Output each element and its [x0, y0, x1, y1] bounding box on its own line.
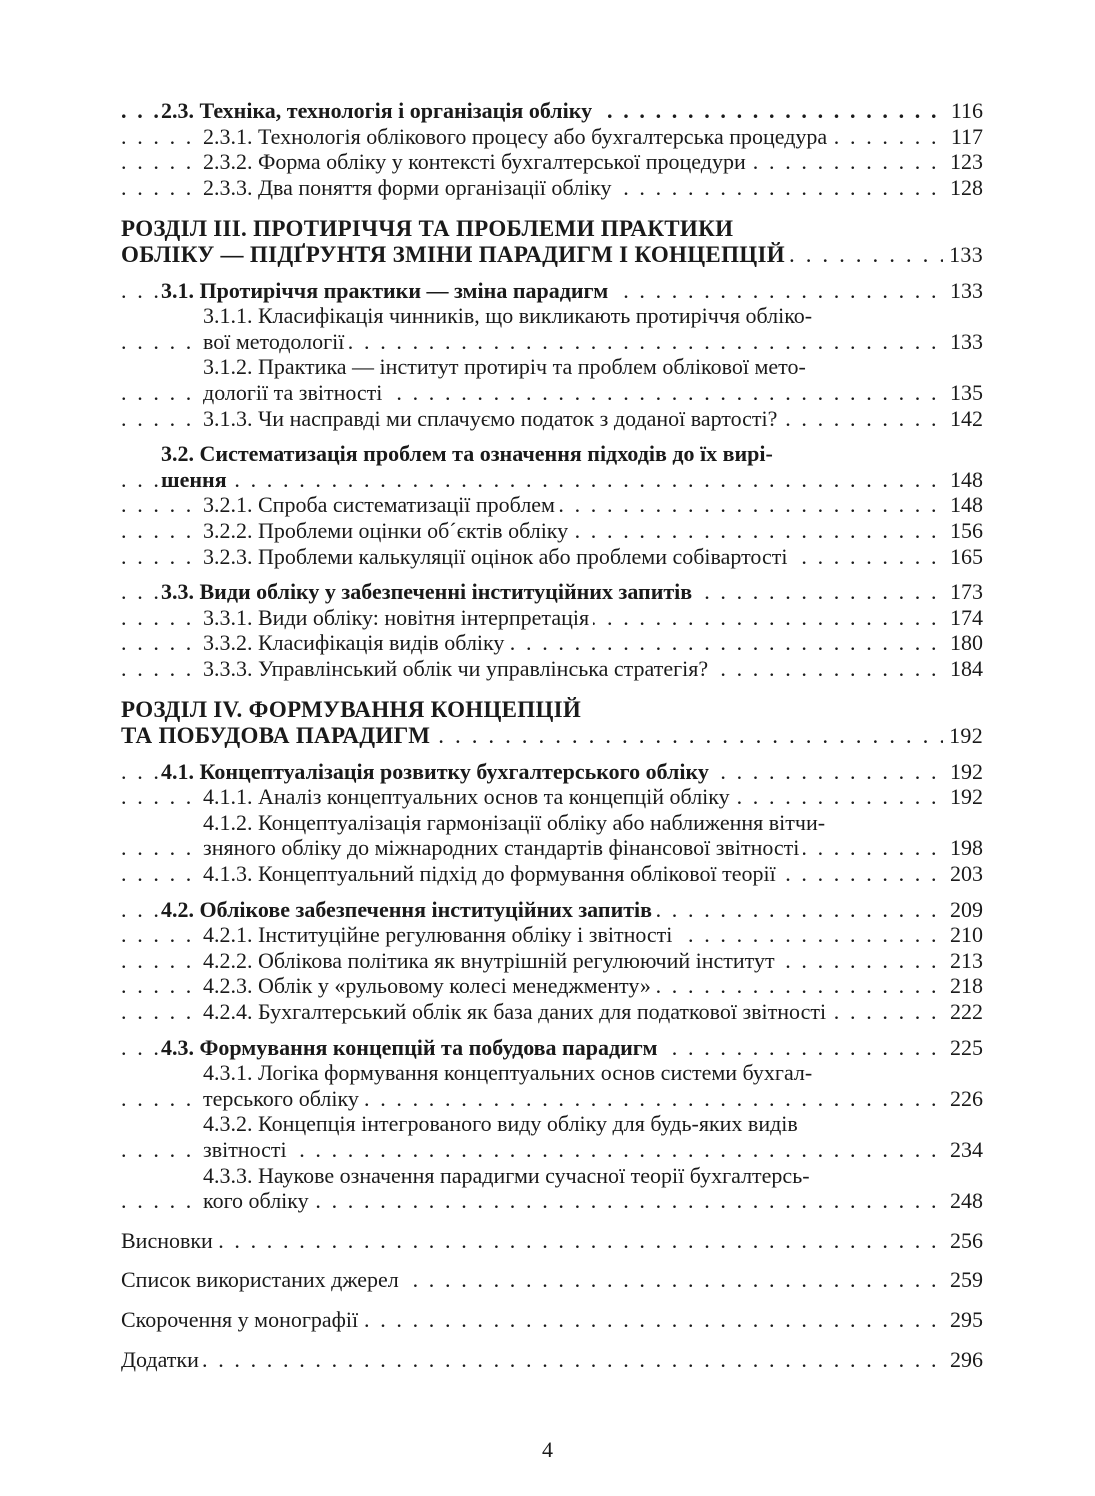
toc-page-number: 234: [944, 1137, 983, 1163]
toc-entry-3-1-2-line1: 3.1.2. Практика — інститут протиріч та проблем облікової мето-: [203, 354, 806, 380]
toc-entry-title: зняного обліку до міжнародних стандартів фінансової звітності: [203, 835, 803, 860]
toc-page-number: 210: [944, 922, 983, 948]
toc-entry-3-2-3[interactable]: [121, 544, 983, 570]
toc-entry-title: 2.3. Техніка, технологія і організація обліку: [161, 98, 596, 123]
toc-entry-title: шення: [161, 467, 231, 492]
toc-entry-title: 4.1.3. Концептуальний підхід до формування облікової теорії: [203, 861, 780, 886]
toc-entry-title: 3.3.1. Види обліку: новітня інтерпретація: [203, 605, 593, 630]
toc-page-number: 148: [944, 467, 983, 493]
toc-page-number: 148: [944, 492, 983, 518]
toc-entry-title: кого обліку: [203, 1188, 313, 1213]
toc-page-number: 203: [944, 861, 983, 887]
toc-entry-title: 2.3.2. Форма обліку у контексті бухгалтерської процедури: [203, 149, 750, 174]
toc-entry-4-3-1-line1: 4.3.1. Логіка формування концептуальних основ системи бухгал-: [203, 1060, 813, 1086]
toc-page-number: 213: [944, 948, 983, 974]
toc-entry-title: 4.2. Облікове забезпечення інституційних запитів: [161, 897, 656, 922]
toc-entry-title: Додатки: [121, 1347, 203, 1372]
toc-entry-abbreviations[interactable]: [121, 1307, 983, 1333]
toc-entry-3-3-3[interactable]: [121, 656, 983, 682]
toc-entry-3-2-line1: 3.2. Систематизація проблем та означення підходів до їх вирі-: [161, 441, 773, 467]
toc-page-number: 226: [944, 1086, 983, 1112]
table-of-contents: [121, 98, 983, 1372]
toc-entry-3-1-1[interactable]: [121, 329, 983, 355]
toc-entry-4-3[interactable]: [121, 1035, 983, 1061]
toc-entry-4-2-1[interactable]: [121, 922, 983, 948]
toc-entry-title: 3.3.3. Управлінський облік чи управлінська стратегія?: [203, 656, 712, 681]
chapter-3-heading: РОЗДІЛ III. ПРОТИРІЧЧЯ ТА ПРОБЛЕМИ ПРАКТИКИ: [121, 216, 734, 242]
toc-entry-4-2[interactable]: [121, 897, 983, 923]
toc-entry-title: ОБЛІКУ — ПІДҐРУНТЯ ЗМІНИ ПАРАДИГМ І КОНЦЕПЦІЙ: [121, 242, 789, 267]
dot-leader: [121, 1228, 983, 1254]
toc-entry-title: 3.3. Види обліку у забезпеченні інституційних запитів: [161, 579, 696, 604]
toc-entry-appendices[interactable]: [121, 1347, 983, 1373]
toc-entry-conclusions[interactable]: [121, 1228, 983, 1254]
dot-leader: [121, 1347, 983, 1373]
toc-entry-title: вої методології: [203, 329, 348, 354]
toc-entry-title: Список використаних джерел: [121, 1267, 403, 1292]
toc-page-number: 117: [945, 124, 983, 150]
toc-entry-references[interactable]: [121, 1267, 983, 1293]
toc-page-number: 142: [944, 406, 983, 432]
toc-entry-title: 3.3.2. Класифікація видів обліку: [203, 630, 508, 655]
toc-page-number: 133: [943, 242, 983, 268]
toc-entry-4-2-4[interactable]: [121, 999, 983, 1025]
toc-entry-3-1-1-line1: 3.1.1. Класифікація чинників, що викликають протиріччя обліко-: [203, 303, 813, 329]
toc-page-number: 180: [944, 630, 983, 656]
toc-entry-title: Висновки: [121, 1228, 217, 1253]
toc-entry-4-3-1[interactable]: [121, 1086, 983, 1112]
toc-entry-title: 3.2.2. Проблеми оцінки об´єктів обліку: [203, 518, 572, 543]
toc-entry-title: 4.2.1. Інституційне регулювання обліку і звітності: [203, 922, 676, 947]
toc-entry-title: 4.3. Формування концепцій та побудова парадигм: [161, 1035, 661, 1060]
toc-entry-title: 4.2.2. Облікова політика як внутрішній регулюючий інститут: [203, 948, 779, 973]
toc-entry-3-3-1[interactable]: [121, 605, 983, 631]
toc-page-number: 225: [944, 1035, 983, 1061]
toc-entry-2-3[interactable]: [121, 98, 983, 124]
toc-page-number: 259: [944, 1267, 983, 1293]
toc-entry-3-3-2[interactable]: [121, 630, 983, 656]
toc-entry-4-1-1[interactable]: [121, 784, 983, 810]
toc-entry-4-3-3-line1: 4.3.3. Наукове означення парадигми сучасної теорії бухгалтерсь-: [203, 1162, 810, 1188]
toc-page-number: 222: [944, 999, 983, 1025]
toc-entry-title: дології та звітності: [203, 380, 386, 405]
toc-entry-2-3-1[interactable]: [121, 124, 983, 150]
toc-entry-title: 3.1. Протиріччя практики — зміна парадигм: [161, 278, 612, 303]
toc-page-number: 192: [944, 784, 983, 810]
toc-entry-title: 2.3.1. Технологія облікового процесу або бухгалтерська процедура: [203, 124, 831, 149]
toc-entry-3-1-2[interactable]: [121, 380, 983, 406]
toc-entry-title: 4.1. Концептуалізація розвитку бухгалтерського обліку: [161, 759, 713, 784]
toc-entry-3-1-3[interactable]: [121, 406, 983, 432]
toc-entry-title: 3.1.3. Чи насправді ми сплачуємо податок з доданої вартості?: [203, 406, 781, 431]
toc-entry-3-2-1[interactable]: [121, 492, 983, 518]
toc-entry-title: 4.1.1. Аналіз концептуальних основ та концепцій обліку: [203, 784, 734, 809]
toc-entry-3-3[interactable]: [121, 579, 983, 605]
toc-entry-2-3-2[interactable]: [121, 149, 983, 175]
toc-entry-4-3-2[interactable]: [121, 1137, 983, 1163]
toc-entry-chapter-4[interactable]: [121, 723, 983, 749]
dot-leader: [121, 467, 983, 493]
toc-page-number: 165: [944, 544, 983, 570]
toc-page-number: 198: [944, 835, 983, 861]
toc-page-number: 192: [944, 759, 983, 785]
toc-entry-3-2[interactable]: [121, 467, 983, 493]
toc-page-number: 123: [944, 149, 983, 175]
toc-page-number: 173: [944, 579, 983, 605]
toc-page-number: 116: [945, 98, 983, 124]
toc-page-number: 296: [944, 1347, 983, 1373]
toc-page-number: 156: [944, 518, 983, 544]
toc-page-number: 184: [944, 656, 983, 682]
toc-entry-4-1-3[interactable]: [121, 861, 983, 887]
toc-page-number: 133: [944, 329, 983, 355]
toc-page-number: 133: [944, 278, 983, 304]
toc-entry-chapter-3[interactable]: [121, 242, 983, 268]
toc-entry-3-1[interactable]: [121, 278, 983, 304]
toc-entry-title: 3.2.1. Спроба систематизації проблем: [203, 492, 559, 517]
toc-entry-title: терського обліку: [203, 1086, 363, 1111]
toc-entry-title: Скорочення у монографії: [121, 1307, 362, 1332]
toc-page-number: 218: [944, 973, 983, 999]
page-number: 4: [542, 1437, 553, 1462]
toc-entry-4-3-3[interactable]: [121, 1188, 983, 1214]
toc-entry-4-1[interactable]: [121, 759, 983, 785]
toc-page-number: 209: [944, 897, 983, 923]
toc-entry-3-2-2[interactable]: [121, 518, 983, 544]
toc-entry-title: 4.2.3. Облік у «рульовому колесі менеджменту»: [203, 973, 655, 998]
toc-entry-2-3-3[interactable]: [121, 175, 983, 201]
toc-entry-title: звітності: [203, 1137, 291, 1162]
toc-entry-4-2-3[interactable]: [121, 973, 983, 999]
chapter-4-heading: РОЗДІЛ IV. ФОРМУВАННЯ КОНЦЕПЦІЙ: [121, 697, 582, 723]
toc-entry-title: ТА ПОБУДОВА ПАРАДИГМ: [121, 723, 434, 748]
toc-page-number: 174: [944, 605, 983, 631]
toc-entry-title: 2.3.3. Два поняття форми організації обліку: [203, 175, 615, 200]
toc-entry-4-2-2[interactable]: [121, 948, 983, 974]
toc-page-number: 135: [944, 380, 983, 406]
toc-page-number: 128: [944, 175, 983, 201]
toc-page-number: 192: [943, 723, 983, 749]
toc-entry-4-3-2-line1: 4.3.2. Концепція інтегрованого виду обліку для будь-яких видів: [203, 1111, 798, 1137]
toc-entry-4-1-2-line1: 4.1.2. Концептуалізація гармонізації обліку або наближення вітчи-: [203, 809, 826, 835]
toc-page-number: 295: [944, 1307, 983, 1333]
toc-entry-4-1-2[interactable]: [121, 835, 983, 861]
toc-entry-title: 4.2.4. Бухгалтерський облік як база даних для податкової звітності: [203, 999, 830, 1024]
toc-entry-title: 3.2.3. Проблеми калькуляції оцінок або проблеми собівартості: [203, 544, 791, 569]
toc-page-number: 248: [944, 1188, 983, 1214]
toc-page-number: 256: [944, 1228, 983, 1254]
